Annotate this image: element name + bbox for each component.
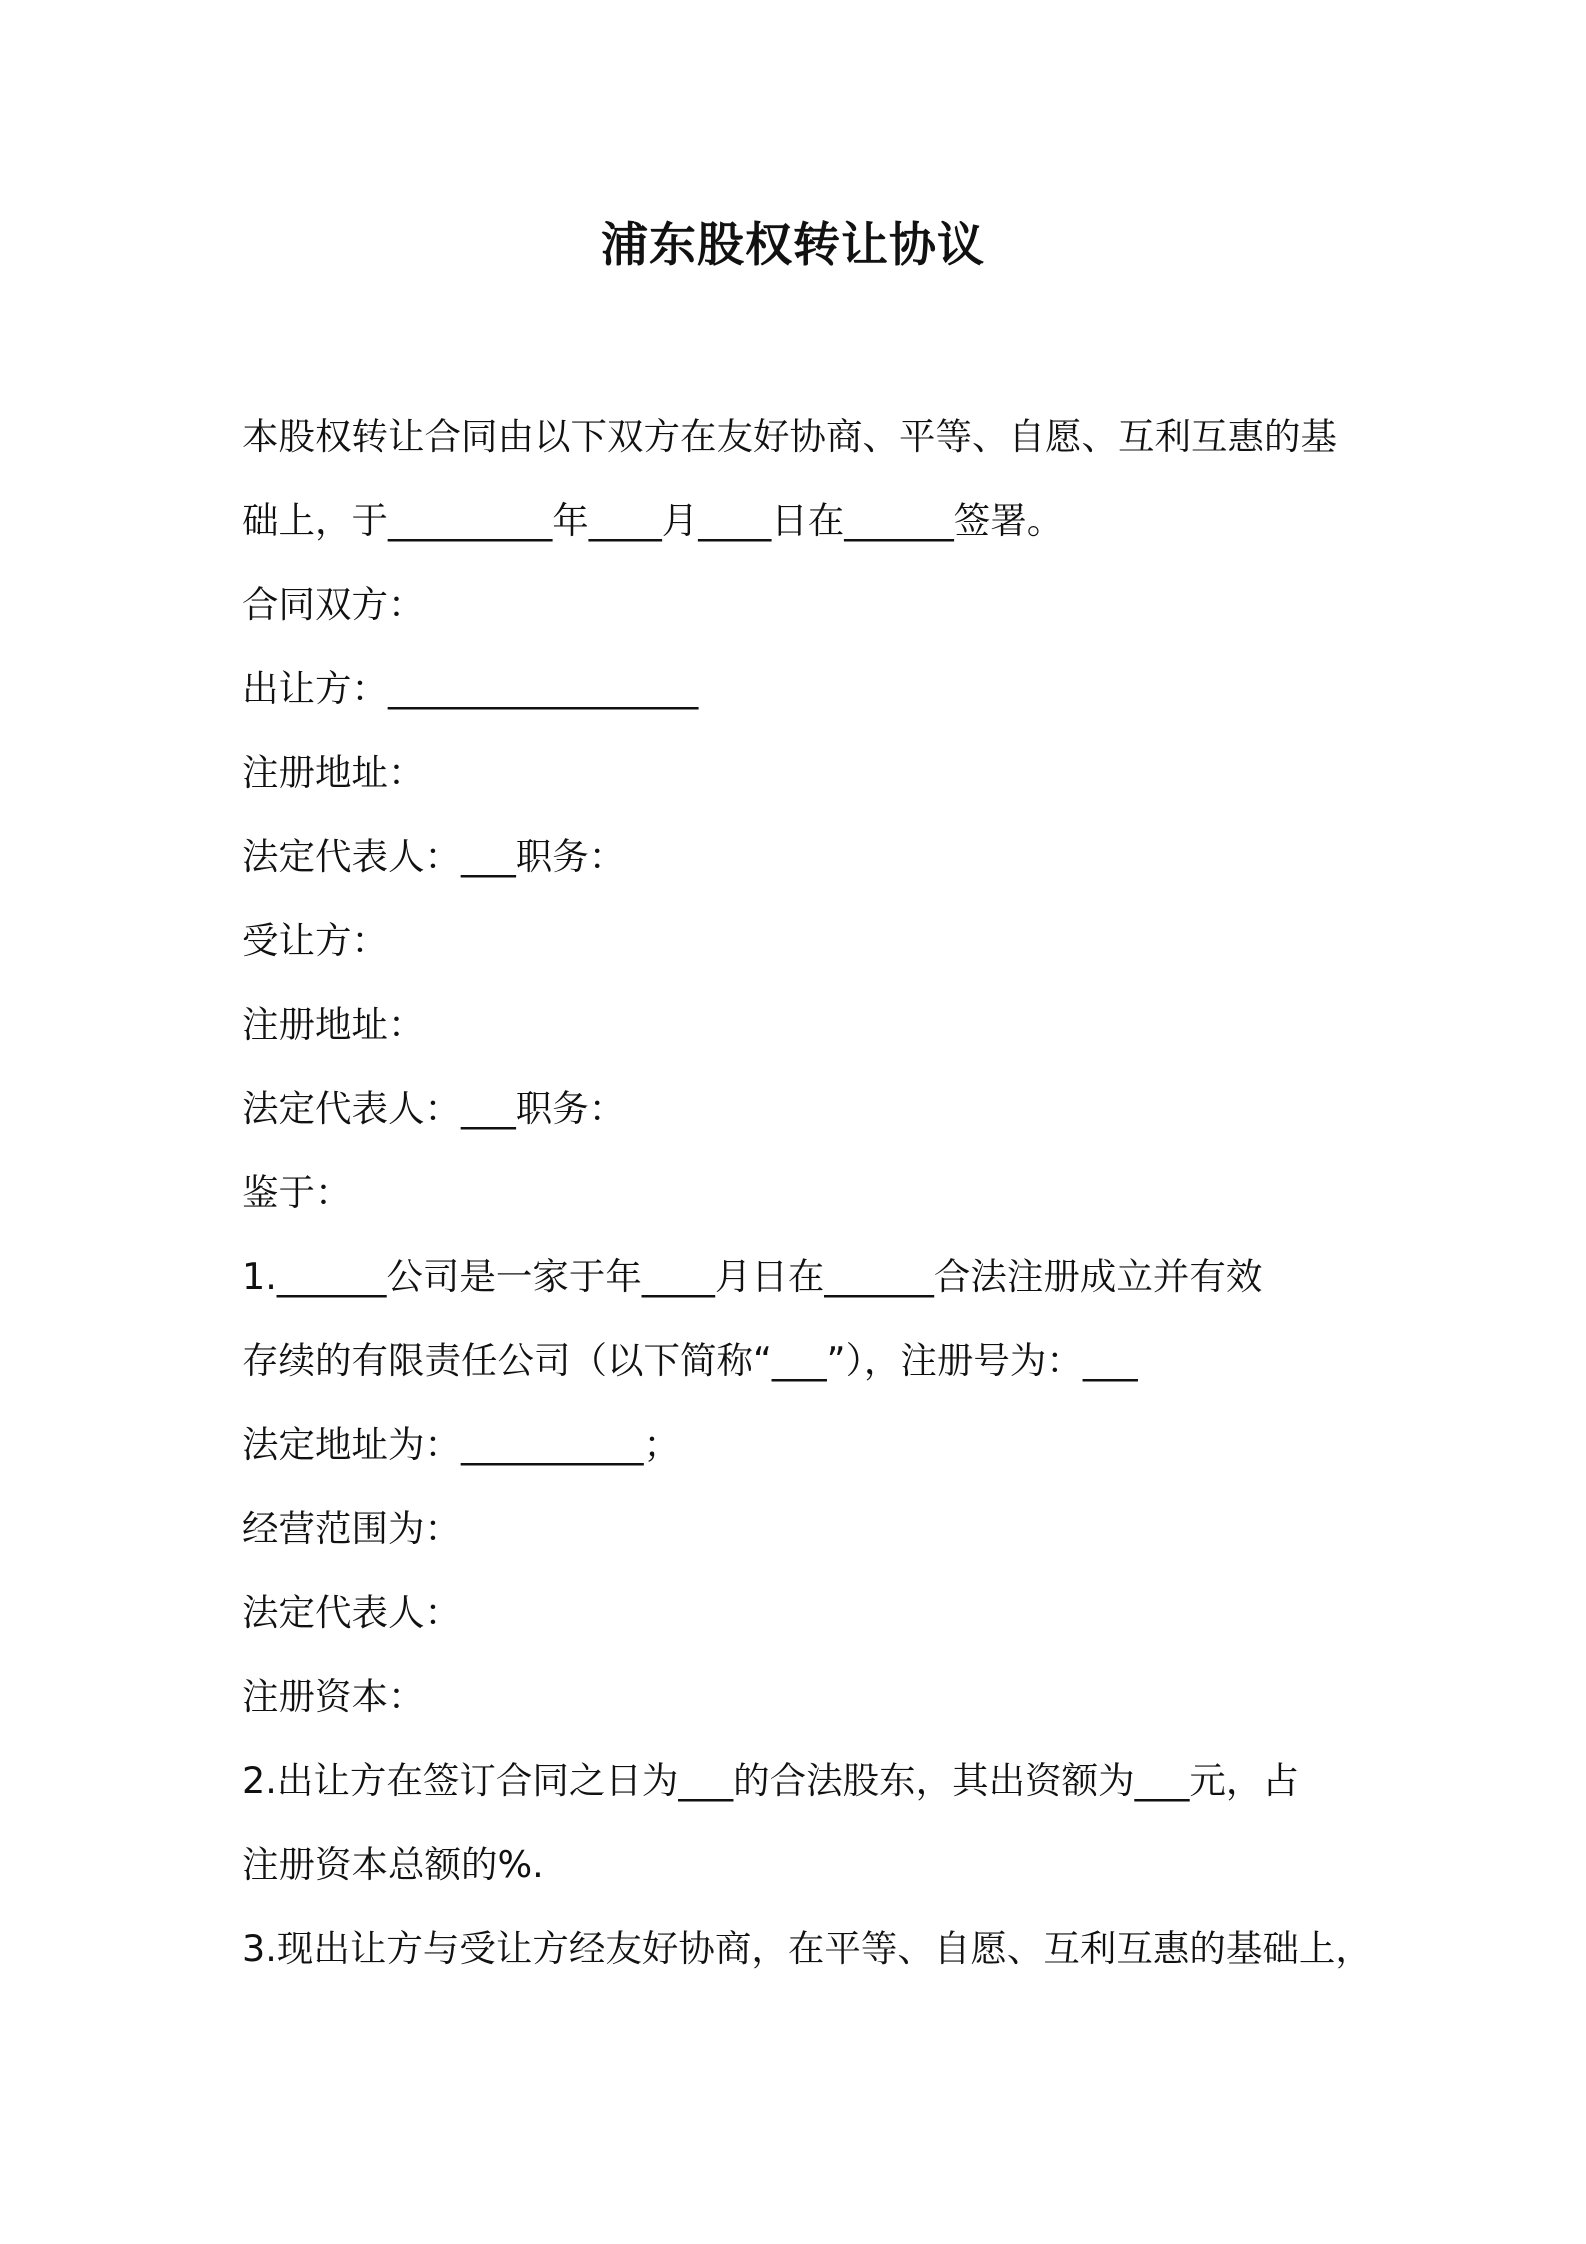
paragraph-line: 受让方： xyxy=(242,919,388,962)
document-body xyxy=(242,407,1372,2003)
paragraph-line: 存续的有限责任公司（以下简称“___”），注册号为：___ xyxy=(242,1339,1138,1382)
paragraph-line: 注册地址： xyxy=(242,751,425,794)
paragraph-line: 本股权转让合同由以下双方在友好协商、平等、自愿、互利互惠的基 xyxy=(242,415,1337,458)
paragraph-line: 法定地址为：__________； xyxy=(242,1423,680,1466)
paragraph-line: 注册资本总额的%. xyxy=(242,1843,544,1886)
paragraph-line: 础上，于_________年____月____日在______签署。 xyxy=(242,499,1064,542)
paragraph-line: 3.现出让方与受让方经友好协商，在平等、自愿、互利互惠的基础上， xyxy=(242,1927,1372,1970)
document-title: 浦东股权转让协议 xyxy=(601,218,985,273)
paragraph-line: 法定代表人：___职务： xyxy=(242,1087,626,1130)
paragraph-line: 注册地址： xyxy=(242,1003,425,1046)
paragraph-line: 出让方：_________________ xyxy=(242,667,699,710)
paragraph-line: 2.出让方在签订合同之日为___的合法股东，其出资额为___元，占 xyxy=(242,1759,1299,1802)
paragraph-line: 注册资本： xyxy=(242,1675,425,1718)
paragraph-line: 1.______公司是一家于年____月日在______合法注册成立并有效 xyxy=(242,1255,1263,1298)
paragraph-line: 合同双方： xyxy=(242,583,425,626)
paragraph-line: 法定代表人： xyxy=(242,1591,461,1634)
paragraph-line: 鉴于： xyxy=(242,1171,352,1214)
paragraph-line: 经营范围为： xyxy=(242,1507,461,1550)
paragraph-line: 法定代表人：___职务： xyxy=(242,835,626,878)
